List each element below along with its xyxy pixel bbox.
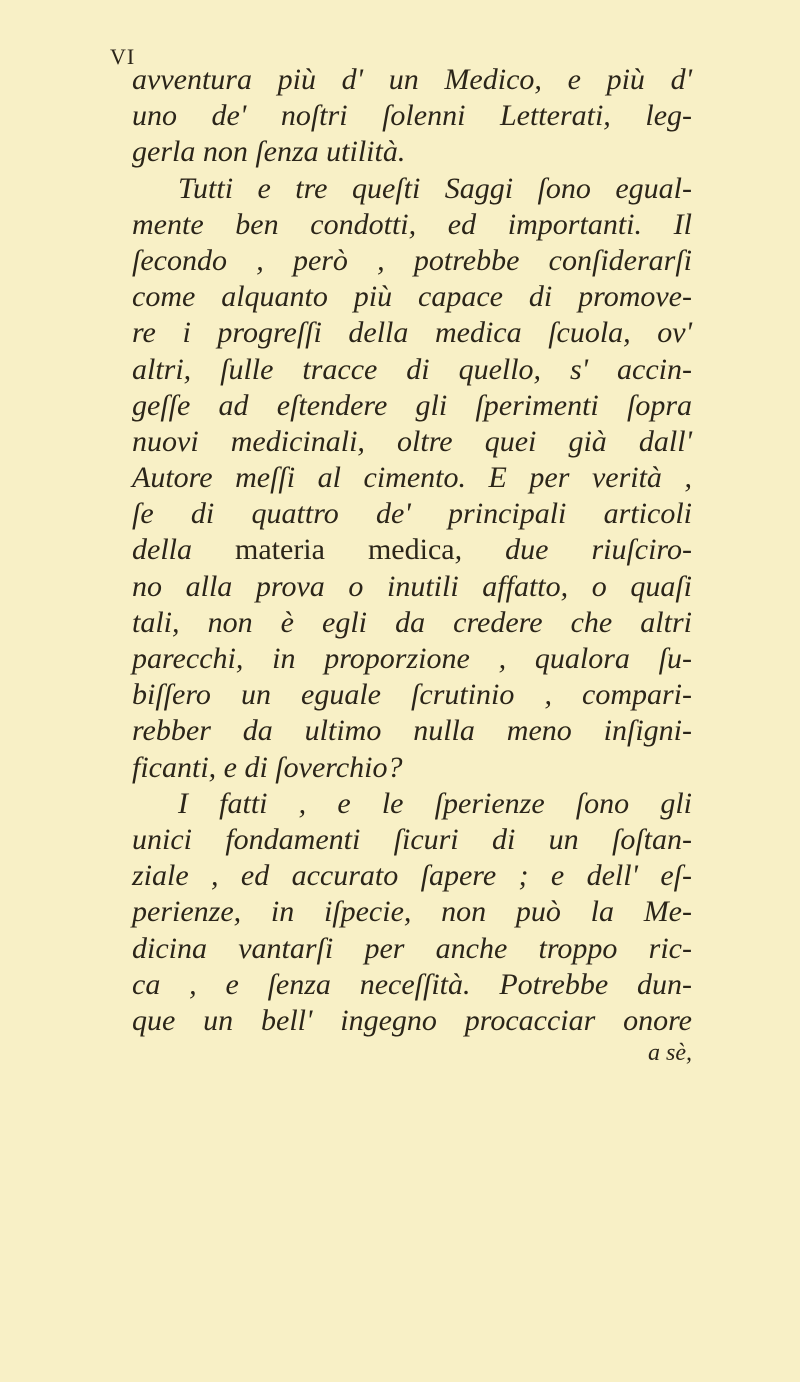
italic-text: parecchi, in proporzione , qualora ſu- <box>132 642 692 675</box>
italic-text: no alla prova o inutili affatto, o quaſi <box>132 569 692 603</box>
italic-text: altri, ſulle tracce di quello, s' accin- <box>132 352 692 386</box>
text-line <box>132 894 692 930</box>
body-text <box>132 62 692 1039</box>
page-number: VI <box>110 44 136 69</box>
text-line <box>132 677 692 713</box>
text-line <box>132 569 692 605</box>
text-line <box>132 786 692 822</box>
italic-text: uno de' noſtri ſolenni Letterati, leg- <box>132 99 692 133</box>
italic-text: re i progreſſi della medica ſcuola, ov' <box>132 316 692 350</box>
italic-text: come alquanto più capace di promove- <box>132 280 692 314</box>
italic-text: della <box>132 533 236 567</box>
roman-text: materia medica <box>235 533 455 567</box>
text-line <box>132 388 692 424</box>
italic-text: ſe di quattro de' principali articoli <box>132 497 692 531</box>
text-line <box>132 207 692 243</box>
text-line <box>132 98 692 134</box>
text-line <box>132 822 692 858</box>
text-line <box>132 279 692 315</box>
text-line <box>132 424 692 460</box>
italic-text: ſecondo , però , potrebbe conſiderarſi <box>132 243 692 277</box>
text-line <box>132 1003 692 1039</box>
italic-text: mente ben condotti, ed importanti. Il <box>132 207 692 241</box>
italic-text: rebber da ultimo nulla meno inſigni- <box>132 714 692 748</box>
italic-text: perienze, in iſpecie, non può la Me- <box>132 895 692 929</box>
italic-text: Tutti e tre queſti Saggi ſono egual- <box>178 171 692 205</box>
text-line <box>132 352 692 388</box>
text-line <box>132 532 692 568</box>
italic-text: Autore meſſi al cimento. E per verità , <box>132 461 692 495</box>
text-line <box>132 243 692 279</box>
italic-text: que un bell' ingegno procacciar onore <box>132 1003 692 1037</box>
italic-text: geſſe ad eſtendere gli ſperimenti ſopra <box>132 388 692 422</box>
italic-text: dicina vantarſi per anche troppo ric- <box>132 931 692 965</box>
text-line <box>132 858 692 894</box>
text-line <box>132 62 692 98</box>
italic-text: unici fondamenti ſicuri di un ſoſtan- <box>132 822 692 856</box>
text-line <box>132 171 692 207</box>
italic-text: ca , e ſenza neceſſità. Potrebbe dun- <box>132 967 692 1001</box>
text-line <box>132 967 692 1003</box>
text-line <box>132 134 692 170</box>
italic-text: nuovi medicinali, oltre quei già dall' <box>132 424 692 458</box>
italic-text: ficanti, e di ſoverchio? <box>132 750 403 784</box>
catchword: a sè, <box>648 1040 692 1066</box>
text-line <box>132 315 692 351</box>
text-line <box>132 496 692 532</box>
text-line <box>132 641 692 677</box>
italic-text: tali, non è egli da credere che altri <box>132 605 692 639</box>
italic-text: , due riuſciro- <box>454 533 692 567</box>
italic-text: biſſero un eguale ſcrutinio , compari- <box>132 678 692 712</box>
text-line <box>132 713 692 749</box>
text-line <box>132 460 692 496</box>
text-line <box>132 605 692 641</box>
text-line <box>132 750 692 786</box>
italic-text: ziale , ed accurato ſapere ; e dell' eſ- <box>132 859 692 893</box>
italic-text: I fatti , e le ſperienze ſono gli <box>178 786 692 820</box>
italic-text: gerla non ſenza utilità. <box>132 135 406 169</box>
text-line <box>132 931 692 967</box>
italic-text: avventura più d' un Medico, e più d' <box>132 63 692 96</box>
